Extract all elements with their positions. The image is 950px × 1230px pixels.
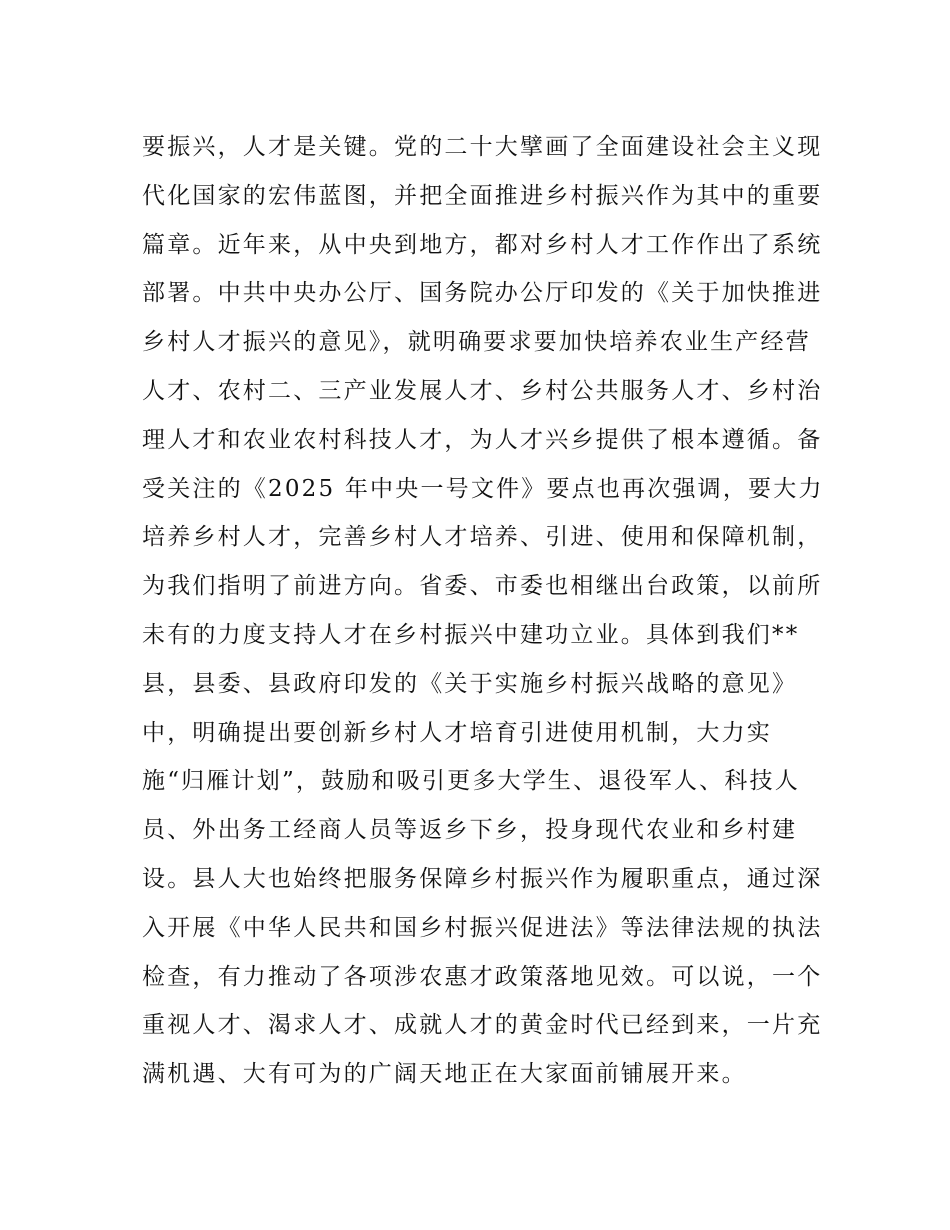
text-line: 未有的力度支持人才在乡村振兴中建功立业。具体到我们** <box>142 621 800 648</box>
text-line: 篇章。近年来，从中央到地方，都对乡村人才工作作出了系统 <box>142 231 823 258</box>
text-line: 县，县委、县政府印发的《关于实施乡村振兴战略的意见》 <box>142 670 798 697</box>
body-paragraph <box>142 123 822 1099</box>
text-line: 施“归雁计划”，鼓励和吸引更多大学生、退役军人、科技人 <box>142 768 800 795</box>
text-line: 为我们指明了前进方向。省委、市委也相继出台政策，以前所 <box>142 573 823 600</box>
text-line: 部署。中共中央办公厅、国务院办公厅印发的《关于加快推进 <box>142 280 823 307</box>
text-line: 乡村人才振兴的意见》，就明确要求要加快培养农业生产经营 <box>142 329 811 356</box>
text-line: 理人才和农业农村科技人才，为人才兴乡提供了根本遵循。备 <box>142 426 823 453</box>
text-line: 设。县人大也始终把服务保障乡村振兴作为履职重点，通过深 <box>142 865 823 892</box>
text-line: 检查，有力推动了各项涉农惠才政策落地见效。可以说，一个 <box>142 963 823 990</box>
text-line: 中，明确提出要创新乡村人才培育引进使用机制，大力实 <box>142 719 772 746</box>
text-line: 人才、农村二、三产业发展人才、乡村公共服务人才、乡村治 <box>142 377 823 404</box>
text-line: 受关注的《2025 年中央一号文件》要点也再次强调，要大力 <box>142 475 824 502</box>
text-line: 代化国家的宏伟蓝图，并把全面推进乡村振兴作为其中的重要 <box>142 182 823 209</box>
text-line: 要振兴，人才是关键。党的二十大擘画了全面建设社会主义现 <box>142 134 823 160</box>
text-line: 员、外出务工经商人员等返乡下乡，投身现代农业和乡村建 <box>142 817 798 844</box>
text-line: 培养乡村人才，完善乡村人才培养、引进、使用和保障机制， <box>142 524 823 551</box>
text-line: 入开展《中华人民共和国乡村振兴促进法》等法律法规的执法 <box>142 914 823 941</box>
text-line: 重视人才、渴求人才、成就人才的黄金时代已经到来，一片充 <box>142 1012 823 1039</box>
text-line: 满机遇、大有可为的广阔天地正在大家面前铺展开来。 <box>142 1061 747 1088</box>
